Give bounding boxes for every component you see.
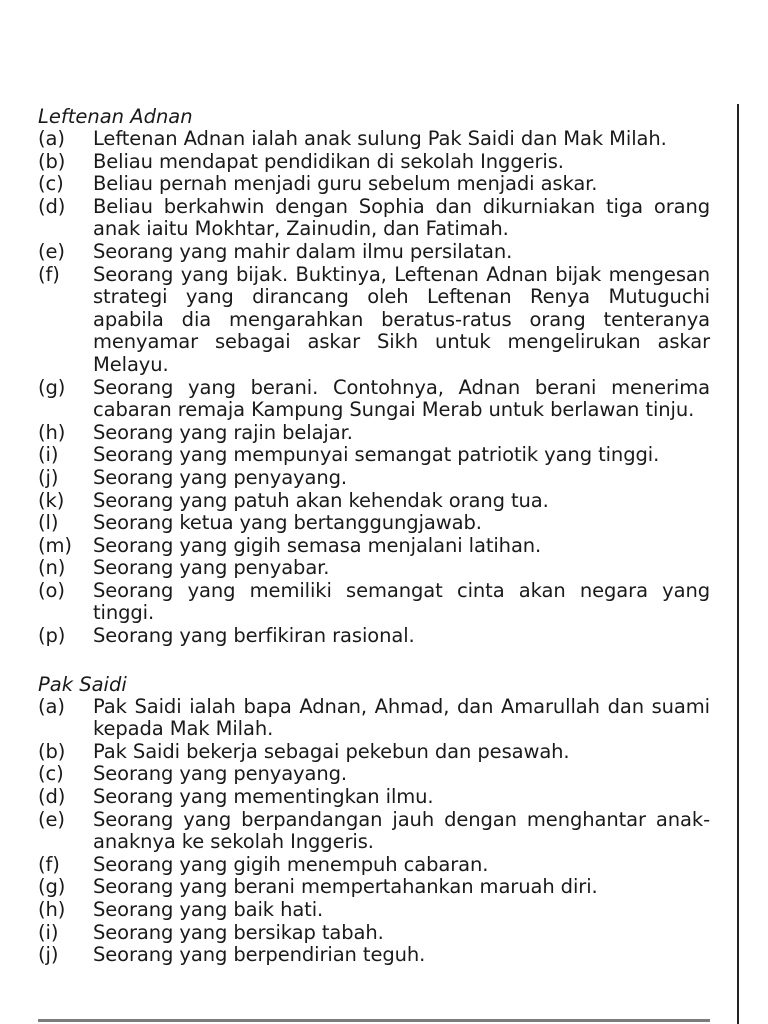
list-item	[38, 922, 710, 945]
item-text: Seorang yang memiliki semangat cinta akan negara yang tinggi.	[93, 578, 710, 625]
list-item	[38, 444, 710, 467]
item-marker: (g)	[38, 875, 66, 899]
item-marker: (h)	[38, 420, 66, 444]
list-item	[38, 535, 710, 558]
list-item	[38, 899, 710, 922]
list-item	[38, 696, 710, 741]
list-item	[38, 741, 710, 764]
cut-off-line	[38, 1016, 710, 1024]
column-divider	[737, 104, 739, 1024]
item-marker: (b)	[38, 739, 66, 763]
list-item	[38, 196, 710, 241]
item-marker: (d)	[38, 194, 66, 218]
list-item	[38, 377, 710, 422]
item-marker: (n)	[38, 556, 66, 580]
list-item	[38, 580, 710, 625]
list-item	[38, 854, 710, 877]
item-text: Seorang yang baik hati.	[93, 898, 324, 921]
item-text: Seorang yang gigih semasa menjalani latihan.	[93, 533, 542, 557]
item-text: Seorang yang berani. Contohnya, Adnan berani menerima cabaran remaja Kampung Sungai Merab untuk berlawan tinju.	[93, 375, 710, 422]
list-item	[38, 128, 710, 151]
item-marker: (m)	[38, 533, 72, 557]
item-text: Seorang yang berani mempertahankan maruah diri.	[93, 875, 598, 899]
list-item	[38, 241, 710, 264]
item-text: Seorang yang penyabar.	[93, 556, 330, 580]
item-text: Beliau berkahwin dengan Sophia dan dikurniakan tiga orang anak iaitu Mokhtar, Zainudin, dan Fatimah.	[93, 194, 710, 241]
list-item	[38, 625, 710, 648]
list-item	[38, 490, 710, 513]
document-body	[38, 106, 710, 967]
list-item	[38, 264, 710, 377]
item-text: Seorang yang berpendirian teguh.	[93, 943, 426, 967]
list-item	[38, 173, 710, 196]
list-item	[38, 467, 710, 490]
item-text: Pak Saidi bekerja sebagai pekebun dan pesawah.	[93, 739, 570, 763]
list-item	[38, 876, 710, 899]
item-marker: (d)	[38, 785, 66, 809]
item-text: Pak Saidi ialah bapa Adnan, Ahmad, dan Amarullah dan suami kepada Mak Milah.	[93, 694, 710, 741]
item-marker: (i)	[38, 920, 59, 944]
item-text: Seorang yang penyayang.	[93, 762, 347, 786]
item-marker: (a)	[38, 694, 65, 718]
list-item	[38, 151, 710, 174]
item-marker: (a)	[38, 127, 65, 150]
sections-container	[38, 106, 710, 967]
list-item	[38, 557, 710, 580]
list-item	[38, 422, 710, 445]
item-text: Seorang ketua yang bertanggungjawab.	[93, 511, 482, 535]
list-item	[38, 944, 710, 967]
item-marker: (g)	[38, 375, 66, 399]
list-item	[38, 763, 710, 786]
item-marker: (p)	[38, 624, 66, 648]
item-marker: (c)	[38, 762, 64, 786]
item-text: Beliau pernah menjadi guru sebelum menjadi askar.	[93, 172, 598, 196]
item-text: Seorang yang gigih menempuh cabaran.	[93, 852, 489, 876]
item-text: Seorang yang mahir dalam ilmu persilatan.	[93, 239, 513, 263]
item-text: Seorang yang berpandangan jauh dengan menghantar anak-anaknya ke sekolah Inggeris.	[93, 807, 710, 854]
list-item	[38, 512, 710, 535]
section	[38, 106, 710, 648]
section-title: Leftenan Adnan	[38, 105, 193, 128]
list-item	[38, 786, 710, 809]
list-item	[38, 809, 710, 854]
item-marker: (f)	[38, 262, 60, 286]
item-marker: (e)	[38, 807, 65, 831]
item-text: Seorang yang bijak. Buktinya, Leftenan Adnan bijak mengesan strategi yang dirancang oleh Leftenan Renya Mutuguchi apabila dia mengarahkan beratus-ratus orang tenteranya menyamar sebagai askar Sikh untuk mengelirukan askar Melayu.	[93, 262, 710, 376]
item-marker: (e)	[38, 239, 65, 263]
section	[38, 674, 710, 967]
item-marker: (o)	[38, 578, 65, 602]
item-text: Beliau mendapat pendidikan di sekolah Inggeris.	[93, 149, 564, 173]
item-marker: (l)	[38, 511, 59, 535]
item-marker: (k)	[38, 488, 65, 512]
item-marker: (j)	[38, 943, 59, 967]
item-text: Seorang yang penyayang.	[93, 465, 347, 489]
item-text: Leftenan Adnan ialah anak sulung Pak Saidi dan Mak Milah.	[93, 127, 667, 150]
item-text: Seorang yang berfikiran rasional.	[93, 624, 415, 648]
item-text: Seorang yang patuh akan kehendak orang tua.	[93, 488, 549, 512]
item-marker: (i)	[38, 443, 59, 467]
item-text: Seorang yang mempunyai semangat patriotik yang tinggi.	[93, 443, 660, 467]
section-title: Pak Saidi	[38, 672, 127, 696]
item-marker: (f)	[38, 852, 60, 876]
item-marker: (j)	[38, 465, 59, 489]
item-marker: (b)	[38, 149, 66, 173]
item-text: Seorang yang rajin belajar.	[93, 420, 353, 444]
item-text: Seorang yang bersikap tabah.	[93, 920, 384, 944]
item-marker: (h)	[38, 898, 66, 921]
item-text: Seorang yang mementingkan ilmu.	[93, 785, 434, 809]
item-marker: (c)	[38, 172, 64, 196]
